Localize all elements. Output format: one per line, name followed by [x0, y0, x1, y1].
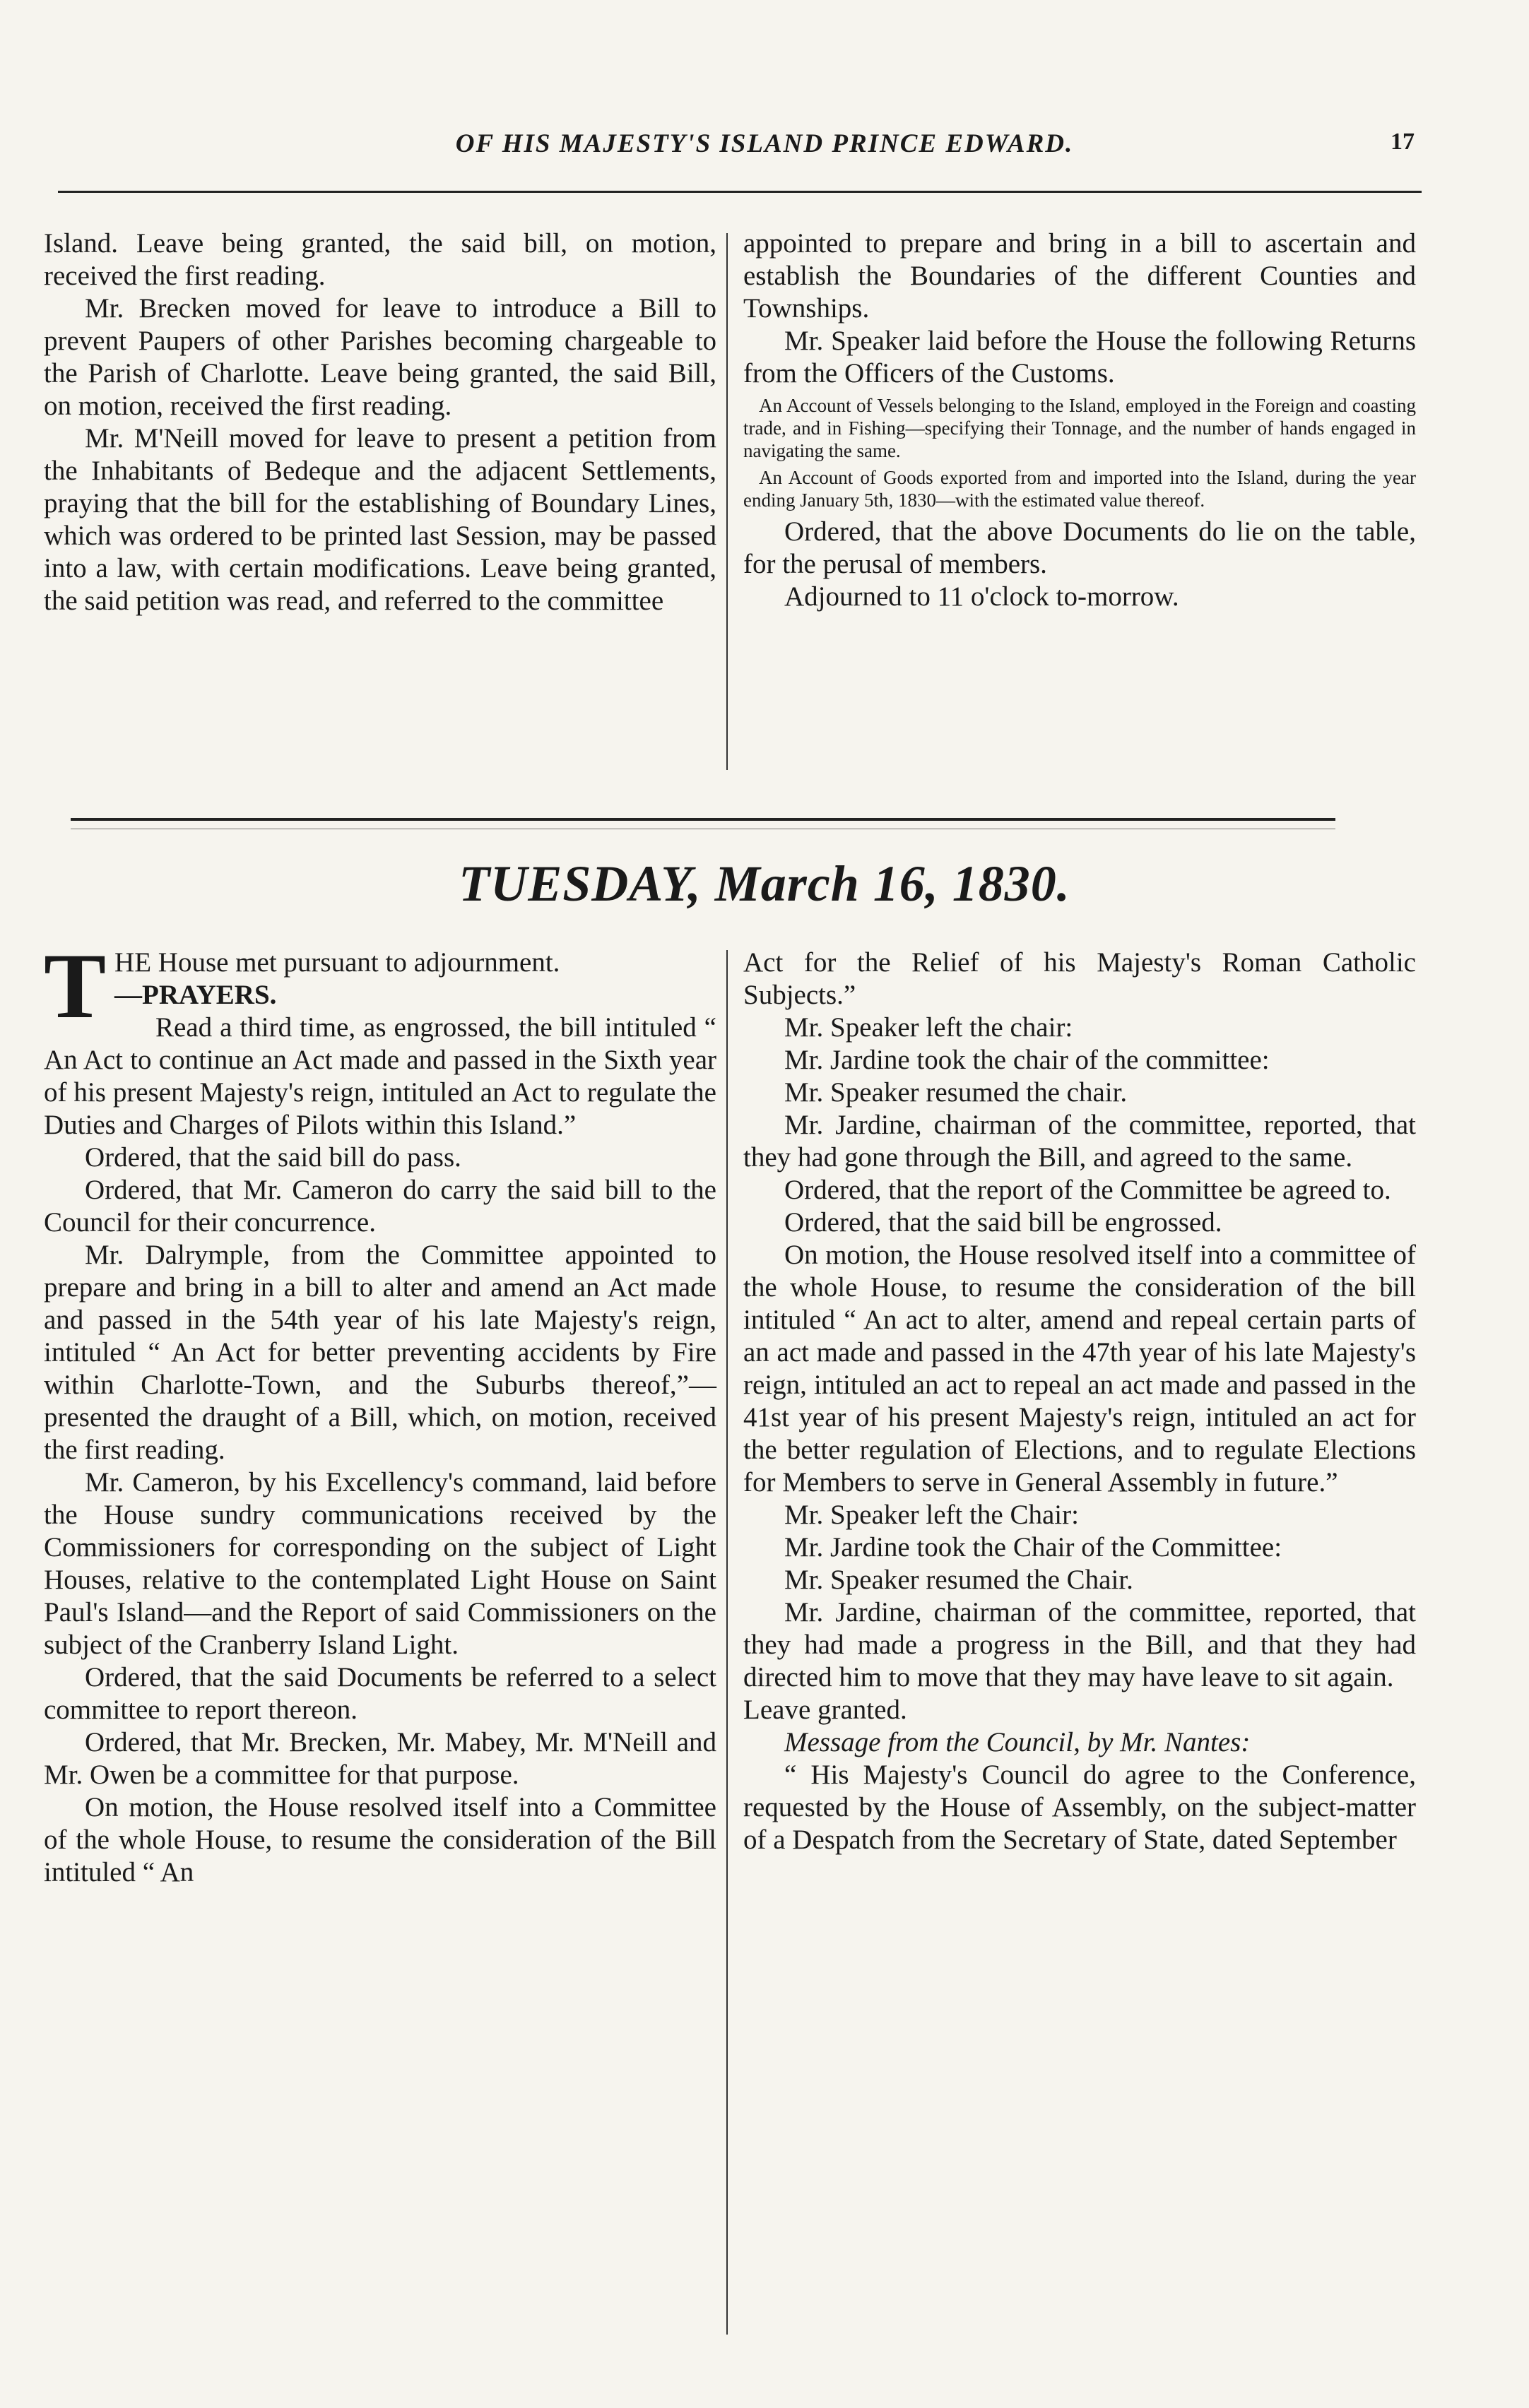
header-rule [58, 191, 1422, 193]
paragraph: Adjourned to 11 o'clock to-morrow. [784, 581, 1179, 612]
paragraph: Act for the Relief of his Majesty's Roman Catholic Subjects.” [743, 947, 1416, 1010]
running-title: OF HIS MAJESTY'S ISLAND PRINCE EDWARD. [455, 129, 1074, 158]
paragraph: Read a third time, as engrossed, the bill intituled “ An Act to continue an Act made and passed in the Sixth year of his present Majesty's reign, intituled an Act to regulate the Duties and Charges of Pilots within this Island.” [44, 1012, 716, 1140]
paragraph: Ordered, that the said bill do pass. [85, 1142, 461, 1173]
drop-cap: T [44, 934, 107, 1038]
opening-paragraph [44, 934, 716, 1038]
paragraph: Ordered, that the report of the Committee be agreed to. [784, 1175, 1391, 1205]
section-rule [71, 818, 1335, 821]
opening-text: HE House met pursuant to adjournment. [114, 947, 560, 978]
running-head [0, 126, 1529, 168]
paragraph: Mr. Jardine, chairman of the committee, reported, that they had gone through the Bill, and agreed to the same. [743, 1110, 1416, 1173]
paragraph: Island. Leave being granted, the said bill, on motion, received the first reading. [44, 228, 716, 291]
paragraph: Mr. Dalrymple, from the Committee appointed to prepare and bring in a bill to alter and amend an Act made and passed in the 54th year of his late Majesty's reign, intituled “ An Act for better preventing accidents by Fire within Charlotte-Town, and the Suburbs thereof,”—presented the draught of a Bill, which, on motion, received the first reading. [44, 1240, 716, 1465]
section1-left-column [44, 227, 716, 617]
paragraph: Ordered, that the above Documents do lie on the table, for the perusal of members. [743, 516, 1416, 579]
page-number: 17 [1391, 129, 1415, 155]
date-heading: TUESDAY, March 16, 1830. [459, 855, 1070, 912]
paragraph: Mr. Speaker left the chair: [784, 1012, 1073, 1043]
paragraph: Mr. Cameron, by his Excellency's command, laid before the House sundry communications received by the Commissioners for corresponding on the subject of Light Houses, relative to the contemplated Light House on Saint Paul's Island—and the Report of said Commissioners on the subject of the Cranberry Island Light. [44, 1467, 716, 1660]
paragraph: Mr. Speaker laid before the House the following Returns from the Officers of the Customs. [743, 326, 1416, 389]
paragraph: Leave granted. [743, 1695, 907, 1725]
prayers-label: —PRAYERS. [114, 980, 277, 1010]
paragraph: Mr. Speaker left the Chair: [784, 1500, 1079, 1530]
paragraph: Ordered, that the said Documents be referred to a select committee to report thereon. [44, 1662, 716, 1725]
section2-left-column [44, 934, 716, 1889]
column-divider [726, 233, 728, 770]
column-divider [726, 950, 728, 2335]
customs-return: An Account of Vessels belonging to the Island, employed in the Foreign and coasting trade, and in Fishing—specifying their Tonnage, and the number of hands engaged in navigating the same. [743, 395, 1416, 461]
section1-right-column [743, 227, 1416, 613]
paragraph: “ His Majesty's Council do agree to the Conference, requested by the House of Assembly, on the subject-matter of a Despatch from the Secretary of State, dated September [743, 1760, 1416, 1855]
paragraph: On motion, the House resolved itself into a committee of the whole House, to resume the consideration of the bill intituled “ An act to alter, amend and repeal certain parts of an act made and passed in the 47th year of his late Majesty's reign, intituled an act to repeal an act made and passed in the 41st year of his present Majesty's reign, intituled an act for the better regulation of Elections, and to regulate Elections for Members to serve in General Assembly in future.” [743, 1240, 1416, 1497]
paragraph: Ordered, that the said bill be engrossed. [784, 1207, 1222, 1238]
paragraph: On motion, the House resolved itself into a Committee of the whole House, to resume the consideration of the Bill intituled “ An [44, 1792, 716, 1887]
paragraph: Mr. M'Neill moved for leave to present a petition from the Inhabitants of Bedeque and the adjacent Settlements, praying that the bill for the establishing of Boundary Lines, which was ordered to be printed last Session, may be passed into a law, with certain modifications. Leave being granted, the said petition was read, and referred to the committee [44, 423, 716, 616]
message-heading: Message from the Council, by Mr. Nantes: [784, 1727, 1251, 1757]
paragraph: Mr. Jardine took the Chair of the Committee: [784, 1532, 1282, 1562]
paragraph: Mr. Speaker resumed the chair. [784, 1077, 1128, 1108]
paragraph: Ordered, that Mr. Cameron do carry the said bill to the Council for their concurrence. [44, 1175, 716, 1238]
paragraph: Mr. Jardine, chairman of the committee, reported, that they had made a progress in the Bill, and that they had directed him to move that they may have leave to sit again. [743, 1597, 1416, 1692]
paragraph: Mr. Jardine took the chair of the committee: [784, 1045, 1270, 1075]
paragraph: Mr. Brecken moved for leave to introduce a Bill to prevent Paupers of other Parishes becoming chargeable to the Parish of Charlotte. Leave being granted, the said Bill, on motion, received the first reading. [44, 293, 716, 421]
paragraph: Mr. Speaker resumed the Chair. [784, 1565, 1133, 1595]
customs-return: An Account of Goods exported from and imported into the Island, during the year ending January 5th, 1830—with the estimated value thereof. [743, 467, 1416, 511]
paragraph: Ordered, that Mr. Brecken, Mr. Mabey, Mr. M'Neill and Mr. Owen be a committee for that purpose. [44, 1727, 716, 1790]
section2-right-column [743, 947, 1416, 1856]
paragraph: appointed to prepare and bring in a bill to ascertain and establish the Boundaries of the different Counties and Townships. [743, 228, 1416, 324]
